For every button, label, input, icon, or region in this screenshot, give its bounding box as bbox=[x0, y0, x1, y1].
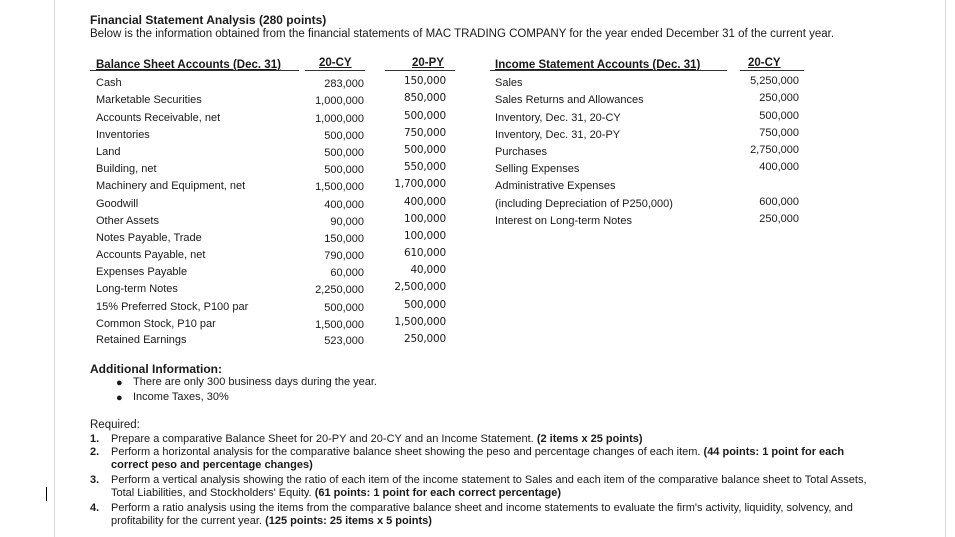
bullet-icon: ● bbox=[116, 377, 123, 389]
bs-cy-value: 500,000 bbox=[324, 164, 364, 176]
bs-row-label: Common Stock, P10 par bbox=[96, 318, 216, 330]
balance-sheet-heading: Balance Sheet Accounts (Dec. 31) bbox=[96, 59, 281, 71]
additional-info-item: There are only 300 business days during the year. bbox=[133, 376, 377, 388]
is-value: 2,750,000 bbox=[750, 144, 799, 156]
required-item-3 bbox=[111, 474, 881, 499]
is-row-label: Administrative Expenses bbox=[495, 180, 616, 192]
bs-cy-value: 1,000,000 bbox=[315, 113, 364, 125]
is-value: 5,250,000 bbox=[750, 75, 799, 87]
required-points: (61 points: 1 point for each correct percentage) bbox=[314, 486, 562, 499]
is-rule-label bbox=[490, 70, 727, 71]
is-row-label: Purchases bbox=[495, 146, 547, 158]
bs-row-label: Other Assets bbox=[96, 215, 159, 227]
required-text: Prepare a comparative Balance Sheet for 20-PY and 20-CY and an Income Statement. bbox=[111, 433, 534, 445]
bs-rule-cy bbox=[305, 70, 365, 71]
bs-row-label: Building, net bbox=[96, 163, 157, 175]
bs-cy-value: 1,500,000 bbox=[315, 181, 364, 193]
income-statement-heading: Income Statement Accounts (Dec. 31) bbox=[495, 59, 701, 71]
is-value: 400,000 bbox=[759, 161, 799, 173]
bs-py-value: 750,000 bbox=[403, 127, 446, 139]
required-num: 2. bbox=[90, 446, 100, 458]
is-row-label: Selling Expenses bbox=[495, 163, 580, 175]
bs-cy-value: 150,000 bbox=[324, 233, 364, 245]
bs-py-value: 850,000 bbox=[403, 92, 446, 104]
bs-cy-value: 500,000 bbox=[324, 130, 364, 142]
bs-row-label: Expenses Payable bbox=[96, 266, 188, 278]
is-col-cy: 20-CY bbox=[748, 57, 781, 69]
bs-py-value: 1,500,000 bbox=[394, 316, 446, 328]
intro-text: Below is the information obtained from the financial statements of MAC TRADING COMPANY for the year ended December 31 of the current year. bbox=[90, 28, 835, 40]
bs-cy-value: 1,000,000 bbox=[315, 95, 364, 107]
is-row-label: Sales bbox=[495, 77, 523, 89]
bs-py-value: 500,000 bbox=[403, 299, 446, 311]
bs-col-py: 20-PY bbox=[412, 57, 444, 69]
page-title: Financial Statement Analysis (280 points) bbox=[90, 13, 327, 27]
bs-row-label: 15% Preferred Stock, P100 par bbox=[96, 301, 249, 313]
required-item-1 bbox=[111, 433, 881, 446]
is-value: 600,000 bbox=[759, 196, 799, 208]
required-num: 3. bbox=[90, 474, 100, 486]
is-row-label: Inventory, Dec. 31, 20-PY bbox=[495, 129, 621, 141]
bs-py-value: 610,000 bbox=[403, 247, 446, 259]
bs-cy-value: 60,000 bbox=[330, 267, 364, 279]
bs-col-cy: 20-CY bbox=[319, 57, 352, 69]
is-row-label: (including Depreciation of P250,000) bbox=[495, 198, 673, 210]
required-item-2 bbox=[111, 446, 881, 471]
bs-cy-value: 90,000 bbox=[330, 216, 364, 228]
is-rule-cy bbox=[740, 70, 804, 71]
bs-py-value: 250,000 bbox=[403, 333, 446, 345]
bs-py-value: 550,000 bbox=[403, 161, 446, 173]
bs-row-label: Marketable Securities bbox=[96, 94, 202, 106]
bs-py-value: 500,000 bbox=[403, 144, 446, 156]
is-value: 750,000 bbox=[759, 127, 799, 139]
bs-py-value: 100,000 bbox=[403, 230, 446, 242]
required-text: Perform a vertical analysis showing the ratio of each item of the income statement to Sales and each item of the comparative balance sheet to Total Assets, Total Liabilities, and Stockholders' Equity. bbox=[111, 474, 867, 499]
bs-py-value: 100,000 bbox=[403, 213, 446, 225]
bs-py-value: 150,000 bbox=[403, 75, 446, 87]
is-value: 500,000 bbox=[759, 110, 799, 122]
bs-py-value: 1,700,000 bbox=[394, 178, 446, 190]
bs-cy-value: 1,500,000 bbox=[315, 319, 364, 331]
bs-row-label: Accounts Receivable, net bbox=[96, 112, 221, 124]
bs-row-label: Notes Payable, Trade bbox=[96, 232, 202, 244]
text-cursor bbox=[46, 487, 47, 501]
additional-info-heading: Additional Information: bbox=[90, 362, 222, 376]
bs-row-label: Cash bbox=[96, 77, 122, 89]
bs-cy-value: 2,250,000 bbox=[315, 284, 364, 296]
bs-py-value: 400,000 bbox=[403, 196, 446, 208]
required-text: Perform a ratio analysis using the items from the comparative balance sheet and income statements to evaluate the firm's activity, liquidity, solvency, and profitability for the current year. bbox=[111, 502, 853, 527]
required-num: 1. bbox=[90, 433, 100, 445]
bs-cy-value: 283,000 bbox=[324, 78, 364, 90]
required-heading: Required: bbox=[90, 419, 140, 431]
bs-py-value: 2,500,000 bbox=[394, 281, 446, 293]
bs-py-value: 40,000 bbox=[410, 264, 446, 276]
bs-cy-value: 500,000 bbox=[324, 147, 364, 159]
required-text: Perform a horizontal analysis for the comparative balance sheet showing the peso and percentage changes of each item. bbox=[111, 446, 701, 458]
is-row-label: Interest on Long-term Notes bbox=[495, 215, 632, 227]
additional-info-item: Income Taxes, 30% bbox=[133, 391, 229, 403]
bs-row-label: Inventories bbox=[96, 129, 150, 141]
bs-cy-value: 790,000 bbox=[324, 250, 364, 262]
is-row-label: Sales Returns and Allowances bbox=[495, 94, 644, 106]
bs-py-value: 500,000 bbox=[403, 110, 446, 122]
bs-row-label: Land bbox=[96, 146, 121, 158]
required-points: (44 points: 1 point for each correct peso and percentage changes) bbox=[111, 446, 845, 471]
is-value: 250,000 bbox=[759, 92, 799, 104]
bullet-icon: ● bbox=[116, 392, 123, 404]
bs-row-label: Long-term Notes bbox=[96, 283, 178, 295]
is-value: 250,000 bbox=[759, 213, 799, 225]
bs-rule-py bbox=[385, 70, 455, 71]
bs-cy-value: 500,000 bbox=[324, 302, 364, 314]
bs-row-label: Machinery and Equipment, net bbox=[96, 180, 246, 192]
required-points: (125 points: 25 items x 5 points) bbox=[265, 514, 432, 527]
bs-row-label: Accounts Payable, net bbox=[96, 249, 206, 261]
bs-cy-value: 523,000 bbox=[324, 335, 364, 347]
required-item-4 bbox=[111, 502, 881, 527]
bs-rule-label bbox=[90, 70, 299, 71]
bs-row-label: Goodwill bbox=[96, 198, 139, 210]
bs-cy-value: 400,000 bbox=[324, 199, 364, 211]
required-num: 4. bbox=[90, 502, 100, 514]
required-points: (2 items x 25 points) bbox=[536, 433, 643, 445]
bs-row-label: Retained Earnings bbox=[96, 334, 187, 346]
is-row-label: Inventory, Dec. 31, 20-CY bbox=[495, 112, 621, 124]
